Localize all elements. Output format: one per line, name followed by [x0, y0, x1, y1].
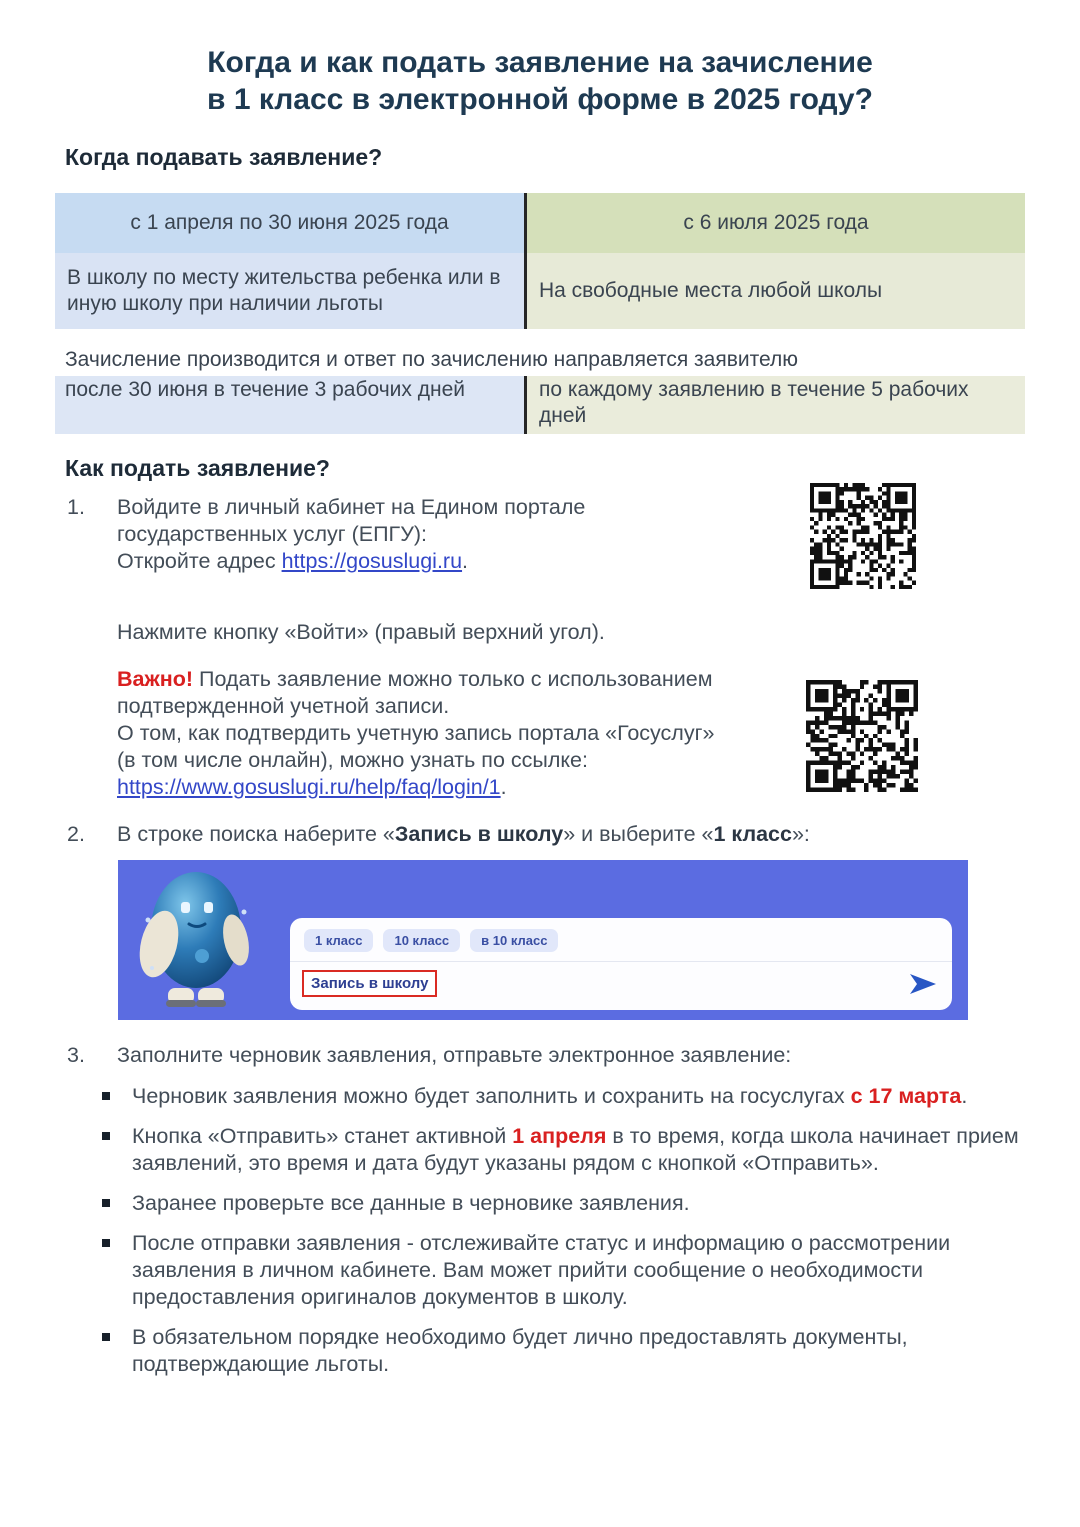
gosuslugi-help-link[interactable]: https://www.gosuslugi.ru/help/faq/login/1	[117, 775, 501, 799]
important-text: Подать заявление можно только с использованием подтвержденной учетной записи.	[117, 667, 713, 718]
table-header-cell-period1: с 1 апреля по 30 июня 2025 года	[55, 193, 527, 253]
qr-code-account-help	[806, 680, 918, 792]
enrollment-note: Зачисление производится и ответ по зачислению направляется заявителю	[65, 348, 798, 371]
bullet-highlight: с 17 марта	[850, 1084, 962, 1108]
list-item	[100, 1083, 1020, 1110]
application-periods-table	[55, 193, 1025, 329]
step-1	[65, 494, 1080, 801]
step-3-bullet-list	[100, 1083, 1020, 1378]
list-item	[100, 1230, 1020, 1311]
step-2-bold-query: Запись в школу	[394, 822, 564, 846]
page-title	[40, 44, 1040, 118]
step-2-mid: » и выберите «	[563, 822, 714, 846]
page-title-line1: Когда и как подать заявление на зачисление	[207, 46, 873, 79]
suggestion-chips	[290, 918, 952, 962]
step-2-post: »:	[791, 822, 810, 846]
step-2	[65, 821, 1080, 848]
send-arrow-icon[interactable]	[908, 972, 938, 996]
bullet-text: Черновик заявления можно будет заполнить и сохранить на госуслугах	[132, 1084, 851, 1108]
step-1-open-address	[117, 548, 1080, 575]
enrollment-term-left: после 30 июня в течение 3 рабочих дней	[55, 376, 527, 434]
table-header-row	[55, 193, 1025, 253]
square-bullet-icon	[102, 1333, 110, 1341]
important-note	[117, 666, 717, 801]
table-cell-period1-rule: В школу по месту жительства ребенка или в иную школу при наличии льготы	[55, 253, 527, 329]
step-1-open-post: .	[462, 549, 469, 573]
table-cell-period2-rule: На свободные места любой школы	[527, 253, 1025, 329]
search-input-row	[290, 962, 952, 997]
list-item	[100, 1123, 1020, 1177]
important-label: Важно!	[117, 667, 194, 691]
section-when-heading: Когда подавать заявление?	[65, 144, 383, 170]
confirm-account-text: О том, как подтвердить учетную запись портала «Госуслуг» (в том числе онлайн), можно узнать по ссылке:	[117, 721, 715, 772]
list-item	[100, 1190, 1020, 1217]
step-2-number: 2.	[67, 822, 85, 846]
confirm-account-link-line	[117, 774, 717, 801]
bullet-text: .	[961, 1084, 968, 1108]
step-2-bold-grade: 1 класс	[713, 822, 792, 846]
robot-max-mascot	[132, 864, 260, 1020]
bullet-text: Заранее проверьте все данные в черновике заявления.	[132, 1191, 690, 1215]
search-input[interactable]: Запись в школу	[302, 970, 437, 997]
gosuslugi-link[interactable]: https://gosuslugi.ru	[281, 549, 463, 573]
step-2-pre: В строке поиска наберите «	[117, 822, 395, 846]
gosuslugi-search-screenshot	[118, 860, 968, 1020]
bullet-text: Кнопка «Отправить» станет активной	[132, 1124, 513, 1148]
step-1-open-pre: Откройте адрес	[117, 549, 282, 573]
chip-grade-1[interactable]: 1 класс	[304, 929, 373, 952]
square-bullet-icon	[102, 1199, 110, 1207]
square-bullet-icon	[102, 1092, 110, 1100]
section-how-heading: Как подать заявление?	[65, 455, 330, 481]
spacer	[117, 646, 1080, 666]
enrollment-terms-row	[55, 376, 1025, 434]
enrollment-term-right: по каждому заявлению в течение 5 рабочих дней	[527, 376, 1025, 434]
qr-code-gosuslugi	[810, 483, 916, 589]
table-body-row	[55, 253, 1025, 329]
step-1-intro: Войдите в личный кабинет на Едином портале государственных услуг (ЕПГУ):	[117, 495, 586, 546]
search-panel	[290, 918, 952, 1010]
step-3-number: 3.	[67, 1043, 85, 1067]
chip-grade-10[interactable]: 10 класс	[383, 929, 460, 952]
bullet-text: В обязательном порядке необходимо будет лично предоставлять документы, подтверждающие льготы.	[132, 1325, 908, 1376]
square-bullet-icon	[102, 1239, 110, 1247]
step-3-text: Заполните черновик заявления, отправьте электронное заявление:	[117, 1043, 792, 1067]
bullet-text: После отправки заявления - отслеживайте статус и информацию о рассмотрении заявления в личном кабинете. Вам может прийти сообщение о необходимости предоставления оригиналов документов в школу.	[132, 1231, 951, 1309]
step-3	[65, 1042, 1080, 1069]
table-header-cell-period2: с 6 июля 2025 года	[527, 193, 1025, 253]
step-1-number: 1.	[67, 495, 85, 519]
bullet-text: в то время, когда школа начинает прием заявлений, это время и дата будут указаны рядом с кнопкой «Отправить».	[132, 1124, 1019, 1175]
spacer	[117, 575, 1080, 619]
confirm-link-post: .	[500, 775, 507, 799]
chip-to-grade-10[interactable]: в 10 класс	[470, 929, 558, 952]
square-bullet-icon	[102, 1132, 110, 1140]
page-title-line2: в 1 класс в электронной форме в 2025 году?	[207, 83, 873, 116]
step-1-press-login: Нажмите кнопку «Войти» (правый верхний угол).	[117, 620, 605, 644]
bullet-highlight: 1 апреля	[512, 1124, 607, 1148]
list-item	[100, 1324, 1020, 1378]
